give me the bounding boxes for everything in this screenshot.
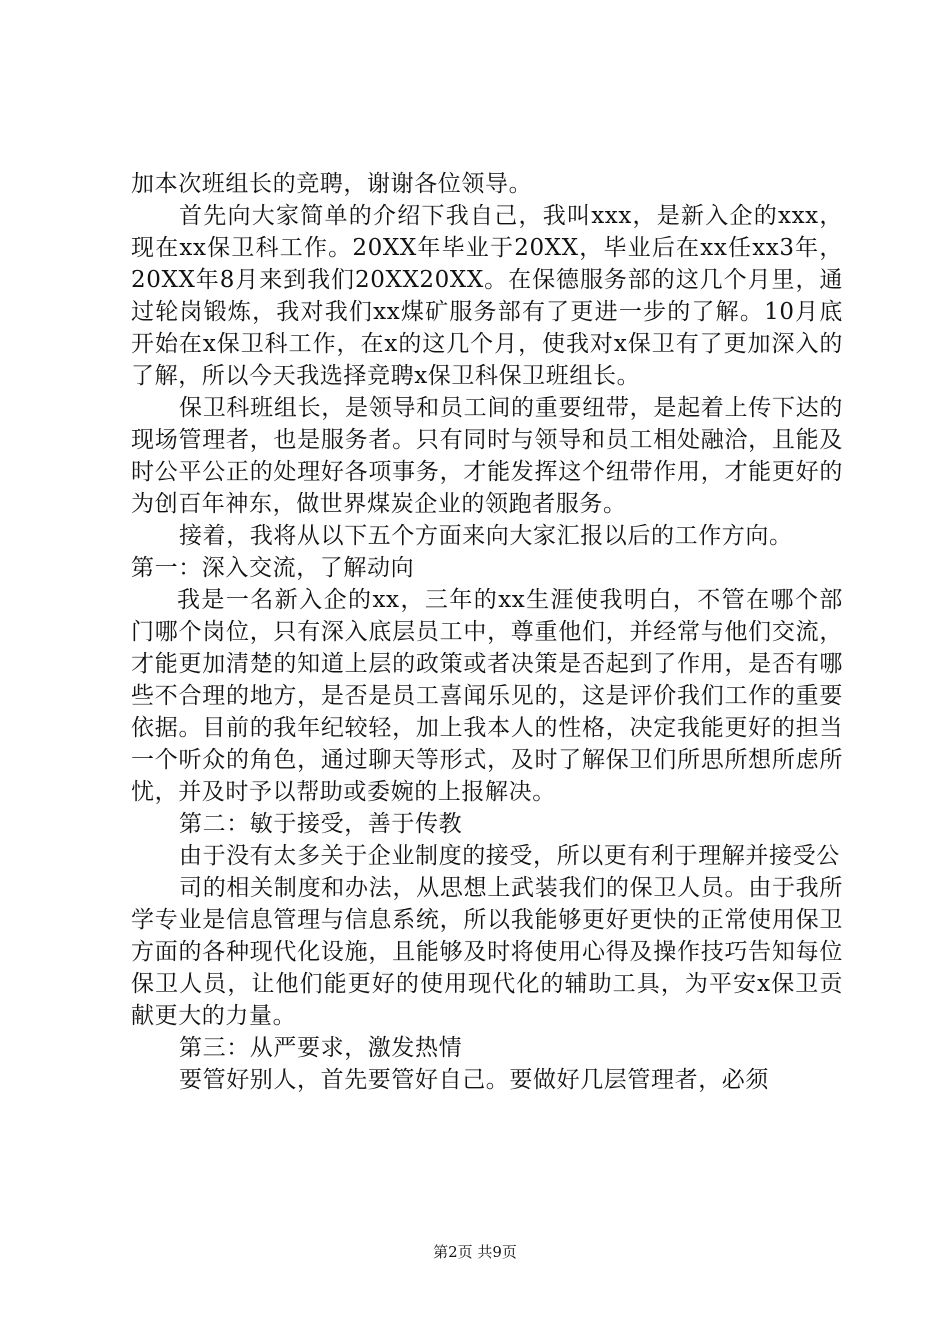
- paragraph-1: 加本次班组长的竞聘，谢谢各位领导。: [131, 171, 533, 197]
- paragraph-3: 保卫科班组长，是领导和员工间的重要纽带，是起着上传下达的现场管理者，也是服务者。只有同时与领导和员工相处融洽，且能及时公平公正的处理好各项事务，才能发挥这个纽带作用，才能更好的为创百年神东，做世界煤炭企业的领跑者服务。: [131, 395, 843, 517]
- page-number-label: 第2页 共9页: [433, 1243, 517, 1261]
- paragraph-5: 我是一名新入企的xx，三年的xx生涯使我明白，不管在哪个部门哪个岗位，只有深入底层员工中，尊重他们，并经常与他们交流，才能更加清楚的知道上层的政策或者决策是否起到了作用，是否有哪些不合理的地方，是否是员工喜闻乐见的，这是评价我们工作的重要依据。目前的我年纪较轻，加上我本人的性格，决定我能更好的担当一个听众的角色，通过聊天等形式，及时了解保卫们所思所想所虑所忧，并及时予以帮助或委婉的上报解决。: [131, 587, 843, 805]
- section-heading-2: 第二：敏于接受，善于传教: [179, 811, 463, 837]
- paragraph-4: 接着，我将从以下五个方面来向大家汇报以后的工作方向。: [179, 523, 793, 549]
- section-heading-3: 第三：从严要求，激发热情: [179, 1035, 463, 1061]
- paragraph-7: 司的相关制度和办法，从思想上武装我们的保卫人员。由于我所学专业是信息管理与信息系统，所以我能够更好更快的正常使用保卫方面的各种现代化设施，且能够及时将使用心得及操作技巧告知每位保卫人员，让他们能更好的使用现代化的辅助工具，为平安x保卫贡献更大的力量。: [131, 875, 843, 1029]
- document-body: [131, 168, 843, 1096]
- paragraph-2: 首先向大家简单的介绍下我自己，我叫xxx，是新入企的xxx，现在xx保卫科工作。20XX年毕业于20XX，毕业后在xx任xx3年，20XX年8月来到我们20XX20XX。在保德服务部的这几个月里，通过轮岗锻炼，我对我们xx煤矿服务部有了更进一步的了解。10月底开始在x保卫科工作，在x的这几个月，使我对x保卫有了更加深入的了解，所以今天我选择竞聘x保卫科保卫班组长。: [131, 203, 843, 389]
- paragraph-8: 要管好别人，首先要管好自己。要做好几层管理者，必须: [179, 1067, 769, 1093]
- section-heading-1: 第一：深入交流，了解动向: [131, 555, 415, 581]
- page-footer: [0, 1242, 950, 1262]
- paragraph-6: 由于没有太多关于企业制度的接受，所以更有利于理解并接受公: [179, 843, 840, 869]
